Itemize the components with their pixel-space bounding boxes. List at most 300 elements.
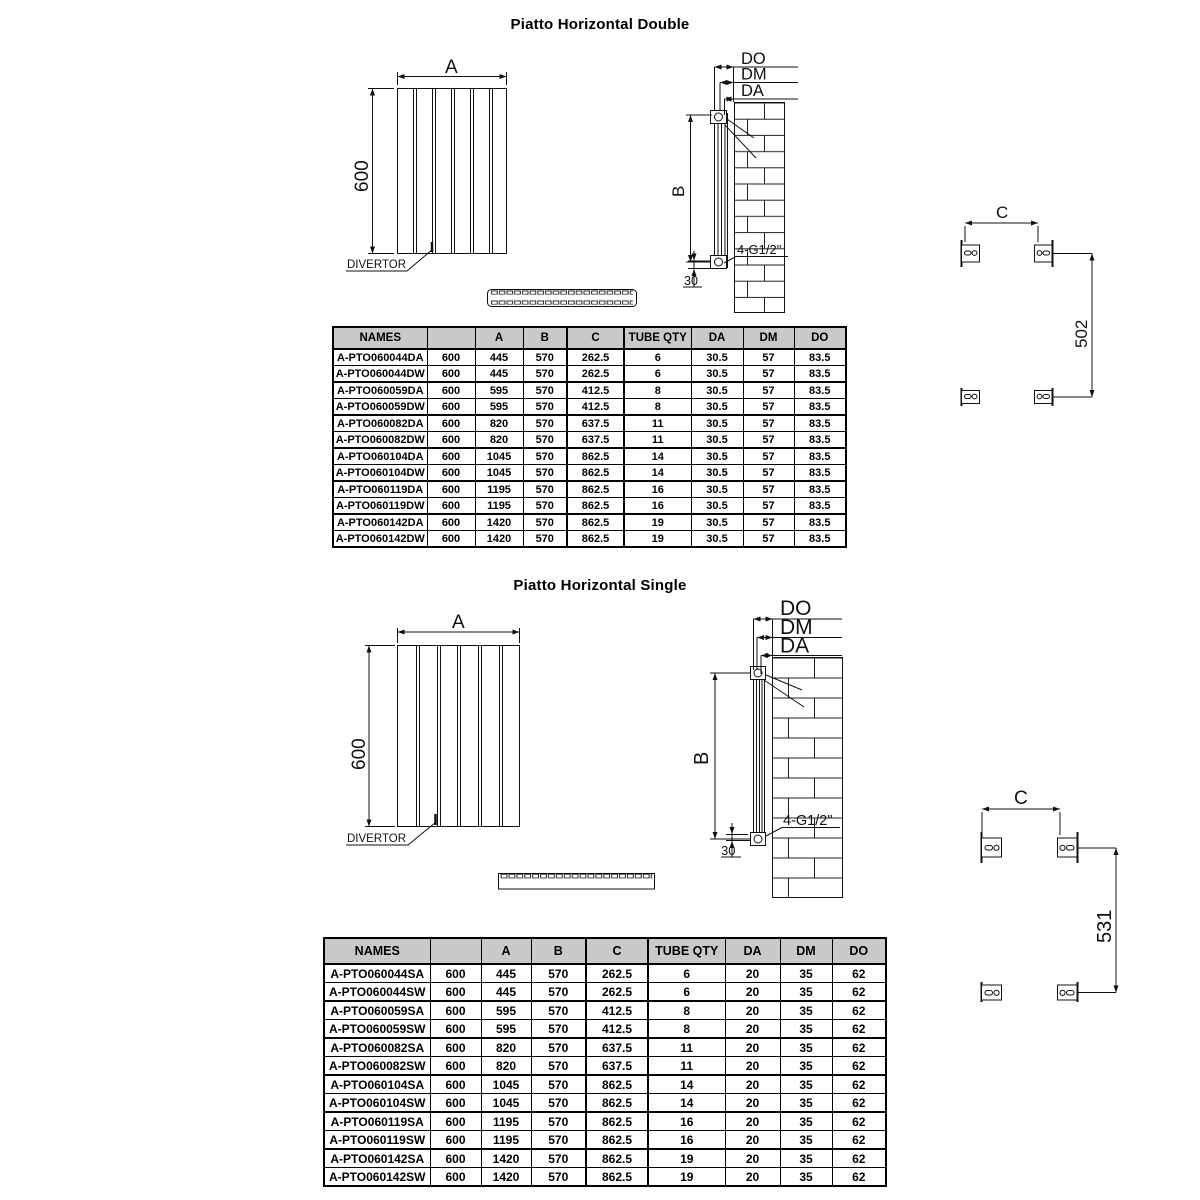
value-cell: 862.5 [567, 514, 624, 531]
panel-grooves [414, 89, 493, 254]
value-cell: 570 [531, 1149, 586, 1168]
value-cell: 570 [531, 1131, 586, 1150]
table-row [324, 1149, 886, 1168]
front-view-double [330, 45, 650, 277]
model-name-cell: A-PTO060104DA [333, 448, 427, 465]
table-row [324, 1094, 886, 1113]
value-cell: 35 [780, 1001, 832, 1020]
value-cell: 57 [743, 481, 794, 498]
model-name-cell: A-PTO060119SW [324, 1131, 430, 1150]
value-cell: 11 [624, 415, 691, 432]
value-cell: 35 [780, 1094, 832, 1113]
value-cell: 445 [475, 349, 523, 366]
dim-502-label: 502 [1072, 319, 1091, 348]
model-name-cell: A-PTO060044DW [333, 366, 427, 383]
table-row [333, 432, 846, 449]
value-cell: 8 [624, 382, 691, 399]
value-cell: 57 [743, 349, 794, 366]
value-cell: 862.5 [586, 1094, 648, 1113]
value-cell: 20 [725, 1094, 780, 1113]
value-cell: 412.5 [567, 382, 624, 399]
plan-outline-single [499, 874, 655, 890]
value-cell: 1195 [475, 498, 523, 515]
column-header: TUBE QTY [624, 327, 691, 349]
spec-table-single [323, 937, 887, 1187]
value-cell: 57 [743, 498, 794, 515]
value-cell: 570 [531, 1075, 586, 1094]
value-cell: 35 [780, 964, 832, 983]
bracket-top-right [1058, 838, 1078, 857]
value-cell: 862.5 [586, 1168, 648, 1187]
value-cell: 1420 [475, 531, 523, 548]
value-cell: 1045 [475, 448, 523, 465]
value-cell: 570 [531, 1001, 586, 1020]
value-cell: 19 [624, 531, 691, 548]
value-cell: 862.5 [567, 481, 624, 498]
dim-600-label: 600 [349, 738, 370, 770]
value-cell: 862.5 [586, 1112, 648, 1131]
value-cell: 820 [475, 432, 523, 449]
value-cell: 570 [523, 415, 567, 432]
value-cell: 445 [475, 366, 523, 383]
value-cell: 570 [523, 366, 567, 383]
value-cell: 570 [531, 1057, 586, 1076]
value-cell: 262.5 [586, 983, 648, 1002]
value-cell: 83.5 [794, 498, 846, 515]
value-cell: 600 [427, 366, 475, 383]
value-cell: 600 [430, 983, 481, 1002]
value-cell: 20 [725, 1131, 780, 1150]
side-view-geometry-double [683, 67, 798, 313]
value-cell: 62 [832, 1075, 886, 1094]
value-cell: 570 [523, 481, 567, 498]
table-row [333, 349, 846, 366]
dim-dm-label: DM [780, 616, 813, 639]
side-view-single [690, 595, 905, 907]
plan-outline-double [488, 290, 637, 307]
value-cell: 820 [481, 1038, 531, 1057]
model-name-cell: A-PTO060104SW [324, 1094, 430, 1113]
value-cell: 57 [743, 432, 794, 449]
model-name-cell: A-PTO060119DA [333, 481, 427, 498]
value-cell: 570 [523, 432, 567, 449]
dim-b-extensions [686, 115, 712, 262]
model-name-cell: A-PTO060059SA [324, 1001, 430, 1020]
connection-label: 4-G1/2" [737, 242, 782, 257]
value-cell: 600 [430, 1020, 481, 1039]
value-cell: 62 [832, 1001, 886, 1020]
value-cell: 30.5 [691, 399, 743, 416]
model-name-cell: A-PTO060044SW [324, 983, 430, 1002]
table-row [324, 1112, 886, 1131]
value-cell: 1420 [481, 1149, 531, 1168]
value-cell: 570 [523, 399, 567, 416]
value-cell: 412.5 [586, 1001, 648, 1020]
value-cell: 600 [430, 1038, 481, 1057]
connection-label: 4-G1/2" [783, 813, 833, 829]
value-cell: 16 [648, 1131, 725, 1150]
value-cell: 600 [430, 1057, 481, 1076]
value-cell: 83.5 [794, 349, 846, 366]
value-cell: 1195 [481, 1131, 531, 1150]
value-cell: 57 [743, 415, 794, 432]
value-cell: 445 [481, 983, 531, 1002]
value-cell: 1420 [475, 514, 523, 531]
value-cell: 30.5 [691, 382, 743, 399]
value-cell: 1195 [475, 481, 523, 498]
value-cell: 862.5 [586, 1149, 648, 1168]
spec-table-double [332, 326, 847, 548]
table-row [333, 382, 846, 399]
value-cell: 8 [648, 1001, 725, 1020]
value-cell: 600 [430, 1112, 481, 1131]
table-row [324, 1075, 886, 1094]
dim-dm-label: DM [741, 65, 767, 84]
value-cell: 600 [427, 531, 475, 548]
value-cell: 570 [523, 448, 567, 465]
value-cell: 16 [648, 1112, 725, 1131]
value-cell: 637.5 [567, 415, 624, 432]
value-cell: 11 [624, 432, 691, 449]
value-cell: 862.5 [567, 448, 624, 465]
depth-dim-extensions [754, 619, 773, 674]
value-cell: 1045 [481, 1075, 531, 1094]
value-cell: 595 [475, 399, 523, 416]
value-cell: 600 [430, 964, 481, 983]
value-cell: 62 [832, 1149, 886, 1168]
value-cell: 20 [725, 1112, 780, 1131]
model-name-cell: A-PTO060082SW [324, 1057, 430, 1076]
value-cell: 595 [475, 382, 523, 399]
table-row [333, 481, 846, 498]
value-cell: 570 [523, 349, 567, 366]
value-cell: 19 [648, 1149, 725, 1168]
value-cell: 6 [648, 964, 725, 983]
value-cell: 637.5 [567, 432, 624, 449]
column-header: DA [691, 327, 743, 349]
bracket-top-left [982, 838, 1002, 857]
dim-a-label: A [445, 57, 458, 78]
value-cell: 19 [624, 514, 691, 531]
column-header: B [531, 938, 586, 964]
side-view-double [650, 45, 850, 323]
value-cell: 600 [427, 382, 475, 399]
value-cell: 862.5 [586, 1131, 648, 1150]
value-cell: 35 [780, 1112, 832, 1131]
value-cell: 30.5 [691, 366, 743, 383]
value-cell: 62 [832, 964, 886, 983]
brick-wall [773, 658, 843, 898]
value-cell: 600 [427, 432, 475, 449]
value-cell: 30.5 [691, 514, 743, 531]
value-cell: 6 [624, 349, 691, 366]
value-cell: 62 [832, 1168, 886, 1187]
value-cell: 20 [725, 1057, 780, 1076]
column-header: NAMES [333, 327, 427, 349]
model-name-cell: A-PTO060142DW [333, 531, 427, 548]
column-header: NAMES [324, 938, 430, 964]
bracket-view-double [930, 190, 1140, 418]
model-name-cell: A-PTO060104DW [333, 465, 427, 482]
value-cell: 11 [648, 1057, 725, 1076]
value-cell: 14 [648, 1094, 725, 1113]
model-name-cell: A-PTO060044SA [324, 964, 430, 983]
value-cell: 62 [832, 1131, 886, 1150]
value-cell: 570 [531, 1112, 586, 1131]
value-cell: 35 [780, 1149, 832, 1168]
radiator-front-outline-single [346, 628, 520, 845]
value-cell: 19 [648, 1168, 725, 1187]
value-cell: 20 [725, 1075, 780, 1094]
table-row [333, 498, 846, 515]
value-cell: 57 [743, 382, 794, 399]
value-cell: 83.5 [794, 399, 846, 416]
value-cell: 262.5 [567, 366, 624, 383]
value-cell: 820 [475, 415, 523, 432]
depth-dim-extensions [715, 67, 734, 115]
value-cell: 14 [648, 1075, 725, 1094]
value-cell: 412.5 [567, 399, 624, 416]
value-cell: 570 [523, 465, 567, 482]
bracket-geometry-single [982, 809, 1117, 1002]
column-header [427, 327, 475, 349]
value-cell: 30.5 [691, 415, 743, 432]
value-cell: 83.5 [794, 382, 846, 399]
value-cell: 35 [780, 1038, 832, 1057]
model-name-cell: A-PTO060059SW [324, 1020, 430, 1039]
value-cell: 862.5 [567, 465, 624, 482]
bracket-bottom-right [1058, 985, 1078, 1000]
value-cell: 20 [725, 983, 780, 1002]
value-cell: 862.5 [586, 1075, 648, 1094]
model-name-cell: A-PTO060142SW [324, 1168, 430, 1187]
model-name-cell: A-PTO060044DA [333, 349, 427, 366]
model-name-cell: A-PTO060059DA [333, 382, 427, 399]
table-row [324, 1057, 886, 1076]
value-cell: 11 [648, 1038, 725, 1057]
value-cell: 57 [743, 514, 794, 531]
model-name-cell: A-PTO060082DW [333, 432, 427, 449]
value-cell: 30.5 [691, 349, 743, 366]
value-cell: 600 [430, 1001, 481, 1020]
column-header: A [475, 327, 523, 349]
value-cell: 16 [624, 498, 691, 515]
column-header: C [567, 327, 624, 349]
value-cell: 83.5 [794, 448, 846, 465]
value-cell: 62 [832, 1038, 886, 1057]
table-row [324, 1131, 886, 1150]
value-cell: 35 [780, 1075, 832, 1094]
value-cell: 30.5 [691, 465, 743, 482]
value-cell: 30.5 [691, 498, 743, 515]
model-name-cell: A-PTO060082SA [324, 1038, 430, 1057]
value-cell: 600 [427, 448, 475, 465]
dim-b-label: B [669, 185, 688, 197]
value-cell: 83.5 [794, 415, 846, 432]
column-header: DM [743, 327, 794, 349]
value-cell: 35 [780, 983, 832, 1002]
value-cell: 8 [648, 1020, 725, 1039]
value-cell: 62 [832, 1094, 886, 1113]
dim-600-label: 600 [352, 160, 373, 192]
value-cell: 35 [780, 1020, 832, 1039]
model-name-cell: A-PTO060104SA [324, 1075, 430, 1094]
dim-b-label: B [691, 751, 713, 765]
value-cell: 30.5 [691, 481, 743, 498]
divertor-label: DIVERTOR [347, 833, 407, 845]
value-cell: 35 [780, 1131, 832, 1150]
value-cell: 570 [531, 1094, 586, 1113]
value-cell: 1045 [481, 1094, 531, 1113]
value-cell: 20 [725, 1168, 780, 1187]
column-header [430, 938, 481, 964]
value-cell: 57 [743, 465, 794, 482]
value-cell: 16 [624, 481, 691, 498]
value-cell: 83.5 [794, 465, 846, 482]
value-cell: 570 [531, 1038, 586, 1057]
plan-view-single [495, 865, 660, 893]
value-cell: 14 [624, 465, 691, 482]
table-row [333, 399, 846, 416]
value-cell: 30.5 [691, 531, 743, 548]
bracket-view-single [950, 785, 1165, 1017]
dim-c-label: C [996, 203, 1009, 222]
value-cell: 820 [481, 1057, 531, 1076]
dim-c-extensions [982, 812, 1060, 835]
value-cell: 637.5 [586, 1057, 648, 1076]
column-header: DA [725, 938, 780, 964]
table-row [324, 964, 886, 983]
value-cell: 600 [427, 415, 475, 432]
plan-view-double [483, 281, 643, 311]
model-name-cell: A-PTO060082DA [333, 415, 427, 432]
value-cell: 83.5 [794, 531, 846, 548]
value-cell: 600 [430, 1094, 481, 1113]
value-cell: 62 [832, 1112, 886, 1131]
column-header: A [481, 938, 531, 964]
value-cell: 862.5 [567, 531, 624, 548]
dim-c-extensions [965, 226, 1038, 242]
table-row [324, 1001, 886, 1020]
value-cell: 20 [725, 1149, 780, 1168]
value-cell: 570 [531, 983, 586, 1002]
value-cell: 412.5 [586, 1020, 648, 1039]
value-cell: 570 [531, 1020, 586, 1039]
value-cell: 600 [430, 1131, 481, 1150]
value-cell: 57 [743, 531, 794, 548]
value-cell: 570 [523, 531, 567, 548]
value-cell: 262.5 [567, 349, 624, 366]
value-cell: 83.5 [794, 514, 846, 531]
value-cell: 445 [481, 964, 531, 983]
value-cell: 570 [523, 514, 567, 531]
value-cell: 30.5 [691, 448, 743, 465]
model-name-cell: A-PTO060142DA [333, 514, 427, 531]
value-cell: 600 [427, 465, 475, 482]
dim-do-label: DO [780, 597, 812, 620]
table-row [333, 465, 846, 482]
value-cell: 35 [780, 1168, 832, 1187]
value-cell: 62 [832, 1020, 886, 1039]
dim-b-extensions [710, 673, 750, 839]
model-name-cell: A-PTO060059DW [333, 399, 427, 416]
bracket-geometry-double [962, 223, 1093, 406]
value-cell: 600 [430, 1149, 481, 1168]
dim-30-label: 30 [721, 843, 736, 858]
value-cell: 62 [832, 983, 886, 1002]
value-cell: 20 [725, 964, 780, 983]
value-cell: 600 [427, 514, 475, 531]
value-cell: 14 [624, 448, 691, 465]
column-header: TUBE QTY [648, 938, 725, 964]
value-cell: 637.5 [586, 1038, 648, 1057]
value-cell: 570 [531, 1168, 586, 1187]
table-row [333, 366, 846, 383]
panel-grooves [417, 646, 503, 827]
value-cell: 570 [523, 498, 567, 515]
value-cell: 6 [624, 366, 691, 383]
column-header: C [586, 938, 648, 964]
bracket-bottom-left [982, 985, 1002, 1000]
value-cell: 600 [427, 349, 475, 366]
dim-da-label: DA [741, 82, 764, 100]
value-cell: 62 [832, 1057, 886, 1076]
column-header: DM [780, 938, 832, 964]
value-cell: 595 [481, 1001, 531, 1020]
front-view-single [335, 612, 545, 855]
value-cell: 20 [725, 1020, 780, 1039]
table-row [333, 415, 846, 432]
column-header: DO [832, 938, 886, 964]
value-cell: 862.5 [567, 498, 624, 515]
column-header: B [523, 327, 567, 349]
value-cell: 20 [725, 1001, 780, 1020]
dim-a-label: A [452, 612, 465, 633]
value-cell: 83.5 [794, 432, 846, 449]
column-header: DO [794, 327, 846, 349]
value-cell: 57 [743, 399, 794, 416]
dim-da-label: DA [780, 634, 810, 658]
value-cell: 595 [481, 1020, 531, 1039]
value-cell: 57 [743, 448, 794, 465]
model-name-cell: A-PTO060142SA [324, 1149, 430, 1168]
value-cell: 83.5 [794, 366, 846, 383]
value-cell: 600 [427, 481, 475, 498]
value-cell: 8 [624, 399, 691, 416]
value-cell: 1195 [481, 1112, 531, 1131]
value-cell: 262.5 [586, 964, 648, 983]
value-cell: 600 [427, 399, 475, 416]
value-cell: 83.5 [794, 481, 846, 498]
divertor-label: DIVERTOR [347, 259, 407, 271]
value-cell: 20 [725, 1038, 780, 1057]
model-name-cell: A-PTO060119DW [333, 498, 427, 515]
table-row [324, 1038, 886, 1057]
table-row [333, 448, 846, 465]
dim-do-label: DO [741, 50, 766, 68]
value-cell: 600 [427, 498, 475, 515]
table-row [333, 514, 846, 531]
value-cell: 35 [780, 1057, 832, 1076]
model-name-cell: A-PTO060119SA [324, 1112, 430, 1131]
section-title-single: Piatto Horizontal Single [513, 577, 687, 594]
dim-531-label: 531 [1094, 909, 1116, 943]
dim-30-extensions [726, 835, 750, 841]
brick-wall [735, 103, 785, 313]
table-row [333, 531, 846, 548]
value-cell: 600 [430, 1168, 481, 1187]
value-cell: 600 [430, 1075, 481, 1094]
